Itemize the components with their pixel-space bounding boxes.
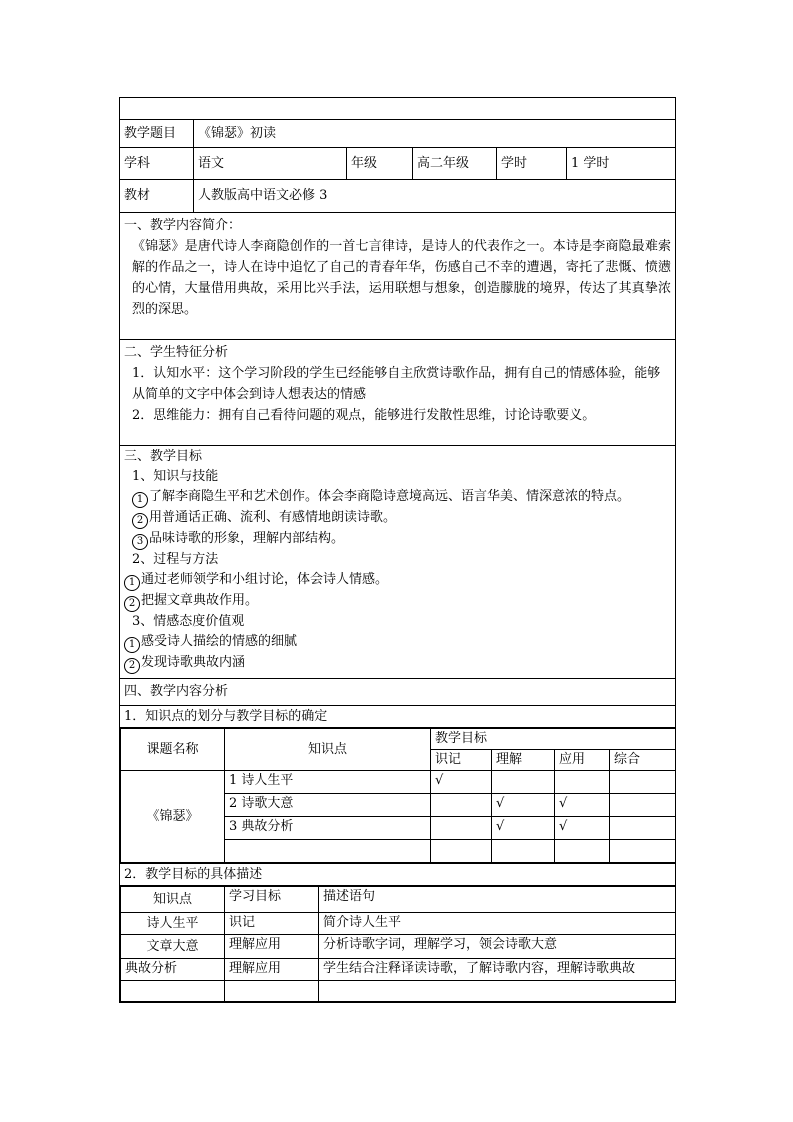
section4-title: 四、教学内容分析 [120, 679, 676, 706]
knowledge-point: 3 典故分析 [225, 817, 431, 840]
grade-value: 高二年级 [413, 148, 497, 180]
circled-number: 2 [124, 596, 140, 612]
goal-mark [610, 817, 676, 840]
knowledge-point: 2 诗歌大意 [225, 794, 431, 817]
col-course-header: 课题名称 [121, 729, 225, 771]
goal-mark: √ [492, 817, 555, 840]
table-row [121, 771, 676, 794]
desc-cell: 识记 [225, 913, 319, 935]
desc-cell: 典故分析 [121, 959, 225, 981]
grade-label: 年级 [347, 148, 413, 180]
goal-col-header: 识记 [431, 750, 492, 771]
goal-sub1-item: 1 了解李商隐生平和艺术创作。体会李商隐诗意境高远、语言华美、情深意浓的特点。 [124, 487, 671, 508]
topic-label: 教学题目 [120, 120, 194, 148]
section2-item2: 2．思维能力：拥有自己看待问题的观点，能够进行发散性思维，讨论诗歌要义。 [132, 408, 596, 423]
goal-sub2-item: 2 把握文章典故作用。 [124, 591, 671, 612]
goal-sub2-item: 1 通过老师领学和小组讨论，体会诗人情感。 [124, 570, 671, 591]
goal-sub1: 1、知识与技能 [132, 469, 219, 484]
section1-title: 一、教学内容简介： [124, 218, 242, 233]
goal-mark: √ [555, 817, 610, 840]
course-name: 《锦瑟》 [121, 771, 225, 863]
subject-value: 语文 [194, 148, 347, 180]
desc-cell [319, 981, 676, 1002]
goal-sub1-item: 2 用普通话正确、流利、有感情地朗读诗歌。 [124, 508, 671, 529]
part2-title-row [120, 864, 676, 886]
goal-mark [555, 771, 610, 794]
desc-cell: 分析诗歌字词，理解学习，领会诗歌大意 [319, 935, 676, 959]
goal-sub3: 3、情感态度价值观 [132, 614, 245, 629]
textbook-label: 教材 [120, 180, 194, 213]
table-row [121, 913, 676, 935]
knowledge-point [225, 840, 431, 863]
goal-mark: √ [555, 794, 610, 817]
desc-cell [225, 981, 319, 1002]
goal-sub1-item: 3 品味诗歌的形象，理解内部结构。 [124, 529, 671, 550]
section-student-analysis [120, 340, 676, 446]
goal-col-header: 理解 [492, 750, 555, 771]
goal-description-table [120, 886, 676, 1002]
desc-cell: 文章大意 [121, 935, 225, 959]
desc-cell [121, 981, 225, 1002]
goal-sub3-item: 2 发现诗歌典故内涵 [124, 653, 671, 674]
section2-item1: 1．认知水平：这个学习阶段的学生已经能够自主欣赏诗歌作品，拥有自己的情感体验，能够从简单的文字中体会到诗人想表达的情感 [132, 366, 661, 402]
goal-mark [610, 840, 676, 863]
part1-title-row [120, 706, 676, 728]
desc-header: 学习目标 [225, 887, 319, 913]
circled-number: 1 [132, 492, 148, 508]
description-table-row [120, 886, 676, 1003]
goal-mark [610, 771, 676, 794]
topic-value: 《锦瑟》初读 [194, 120, 676, 148]
lesson-plan-table [119, 97, 676, 1003]
table-row [121, 981, 676, 1002]
desc-header: 描述语句 [319, 887, 676, 913]
desc-cell: 简介诗人生平 [319, 913, 676, 935]
circled-number: 2 [132, 513, 148, 529]
section-content-intro [120, 213, 676, 340]
goal-mark [431, 794, 492, 817]
circled-number: 2 [124, 658, 140, 674]
section3-title: 三、教学目标 [124, 449, 203, 464]
section4-title-row [120, 679, 676, 706]
desc-cell: 理解应用 [225, 959, 319, 981]
goal-mark [492, 840, 555, 863]
goal-sub2: 2、过程与方法 [132, 552, 219, 567]
goal-mark [431, 840, 492, 863]
goal-mark [555, 840, 610, 863]
textbook-row [120, 180, 676, 213]
knowledge-point: 1 诗人生平 [225, 771, 431, 794]
knowledge-table-row [120, 728, 676, 864]
desc-cell: 诗人生平 [121, 913, 225, 935]
col-goals-header: 教学目标 [431, 729, 676, 750]
desc-cell: 理解应用 [225, 935, 319, 959]
textbook-value: 人教版高中语文必修 3 [194, 180, 676, 213]
goal-mark [492, 771, 555, 794]
goal-mark [610, 794, 676, 817]
circled-number: 1 [124, 637, 140, 653]
blank-top-row [120, 98, 676, 120]
section2-title: 二、学生特征分析 [124, 345, 229, 360]
hours-value: 1 学时 [567, 148, 676, 180]
part1-title: 1．知识点的划分与教学目标的确定 [120, 706, 676, 728]
hours-label: 学时 [497, 148, 567, 180]
desc-header: 知识点 [121, 887, 225, 913]
goal-sub3-item: 1 感受诗人描绘的情感的细腻 [124, 632, 671, 653]
desc-cell: 学生结合注释译读诗歌，了解诗歌内容，理解诗歌典故 [319, 959, 676, 981]
col-points-header: 知识点 [225, 729, 431, 771]
blank-cell [120, 98, 676, 120]
table-row [121, 959, 676, 981]
goal-mark: √ [431, 771, 492, 794]
table-row [121, 935, 676, 959]
circled-number: 3 [132, 534, 148, 550]
circled-number: 1 [124, 575, 140, 591]
goal-col-header: 应用 [555, 750, 610, 771]
lesson-plan-sheet [119, 97, 675, 1003]
goal-mark [431, 817, 492, 840]
section-teaching-goals [120, 446, 676, 679]
topic-row [120, 120, 676, 148]
subject-row [120, 148, 676, 180]
subject-label: 学科 [120, 148, 194, 180]
section1-body: 《锦瑟》是唐代诗人李商隐创作的一首七言律诗，是诗人的代表作之一。本诗是李商隐最难索解的作品之一，诗人在诗中追忆了自己的青春年华，伤感自己不幸的遭遇，寄托了悲慨、愤懑的心情，大量借用典故，采用比兴手法，运用联想与想象，创造朦胧的境界，传达了其真挚浓烈的深思。 [132, 239, 671, 317]
goal-col-header: 综合 [610, 750, 676, 771]
knowledge-point-table [120, 728, 676, 863]
part2-title: 2．教学目标的具体描述 [120, 864, 676, 886]
goal-mark: √ [492, 794, 555, 817]
